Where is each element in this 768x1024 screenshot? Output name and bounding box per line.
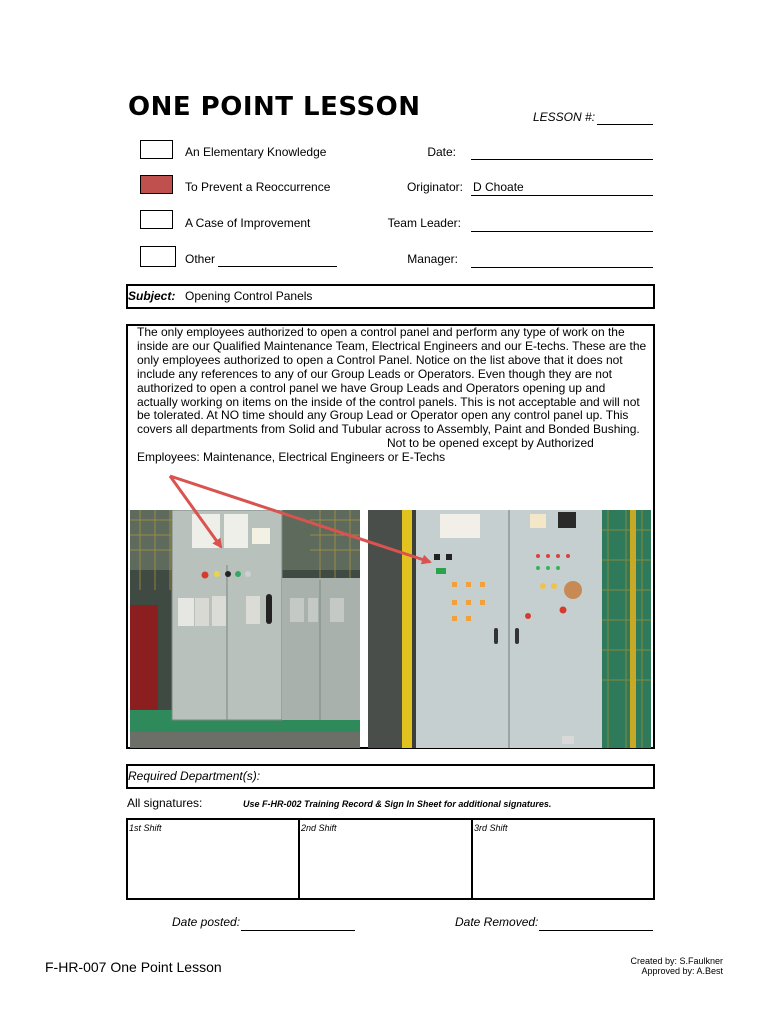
shift-label-2nd: 2nd Shift — [301, 823, 337, 833]
checkbox-label-elementary-knowledge: An Elementary Knowledge — [185, 145, 327, 159]
team-leader-label: Team Leader: — [387, 216, 461, 230]
control-panel-photo-left — [130, 510, 360, 748]
signature-note: Use F-HR-002 Training Record & Sign In Sheet for additional signatures. — [243, 799, 552, 809]
team-leader-field[interactable] — [471, 216, 653, 232]
signature-box-3rd-shift[interactable] — [471, 818, 655, 900]
page-title: ONE POINT LESSON — [128, 92, 421, 122]
checkbox-elementary-knowledge[interactable] — [140, 140, 173, 159]
subject-value[interactable]: Opening Control Panels — [185, 289, 313, 303]
created-by: Created by: S.Faulkner — [630, 956, 723, 966]
date-posted-label: Date posted: — [172, 915, 241, 929]
other-text-field[interactable] — [218, 266, 337, 267]
lesson-paragraph: The only employees authorized to open a control panel and perform any type of work on the inside are our Qualified Maintenance Team, Electrical Engineers and our E-techs. These are the only employees authorized to open a Control Panel. Notice on the list above that it does not include any references to any of our Group Leads or Operators. Even though they are not authorized to open a control panel we have Group Leads and Operators opening up and actually working on items on the inside of the control panels. This is not acceptable and will not be tolerated. At NO time should any Group Lead or Operator open any control panel up. This covers all departments from Solid and Tubular across to Assembly, Paint and Bonded Bushing. — [137, 325, 647, 437]
shift-label-1st: 1st Shift — [129, 823, 162, 833]
signature-box-2nd-shift[interactable] — [298, 818, 473, 900]
shift-label-3rd: 3rd Shift — [474, 823, 508, 833]
lesson-number-label: LESSON #: — [533, 110, 596, 124]
all-signatures-label: All signatures: — [127, 796, 203, 810]
approved-by: Approved by: A.Best — [641, 966, 723, 976]
date-removed-field[interactable] — [539, 915, 653, 931]
manager-field[interactable] — [471, 252, 653, 268]
checkbox-other[interactable] — [140, 246, 176, 267]
lesson-number-field[interactable] — [597, 124, 653, 125]
date-label: Date: — [427, 145, 456, 159]
required-department-label: Required Department(s): — [128, 769, 261, 783]
footer-credits — [560, 956, 723, 976]
signature-box-1st-shift[interactable] — [126, 818, 300, 900]
manager-label: Manager: — [407, 252, 458, 266]
control-panel-photo-right — [368, 510, 651, 748]
form-name: F-HR-007 One Point Lesson — [45, 959, 222, 975]
authorized-note-line2: Employees: Maintenance, Electrical Engineers or E-Techs — [137, 450, 446, 465]
checkbox-label-prevent-reoccurrence: To Prevent a Reoccurrence — [185, 180, 331, 194]
date-field[interactable] — [471, 144, 653, 160]
checkbox-label-other: Other — [185, 252, 216, 266]
checkbox-label-case-of-improvement: A Case of Improvement — [185, 216, 311, 230]
checkbox-case-of-improvement[interactable] — [140, 210, 173, 229]
originator-label: Originator: — [406, 180, 463, 194]
authorized-note-line1: Not to be opened except by Authorized — [387, 436, 594, 451]
date-posted-field[interactable] — [241, 915, 355, 931]
subject-label: Subject: — [128, 289, 176, 303]
originator-field[interactable]: D Choate — [471, 180, 653, 196]
date-removed-label: Date Removed: — [455, 915, 539, 929]
lesson-body-text — [137, 326, 649, 465]
checkbox-prevent-reoccurrence[interactable] — [140, 175, 173, 194]
